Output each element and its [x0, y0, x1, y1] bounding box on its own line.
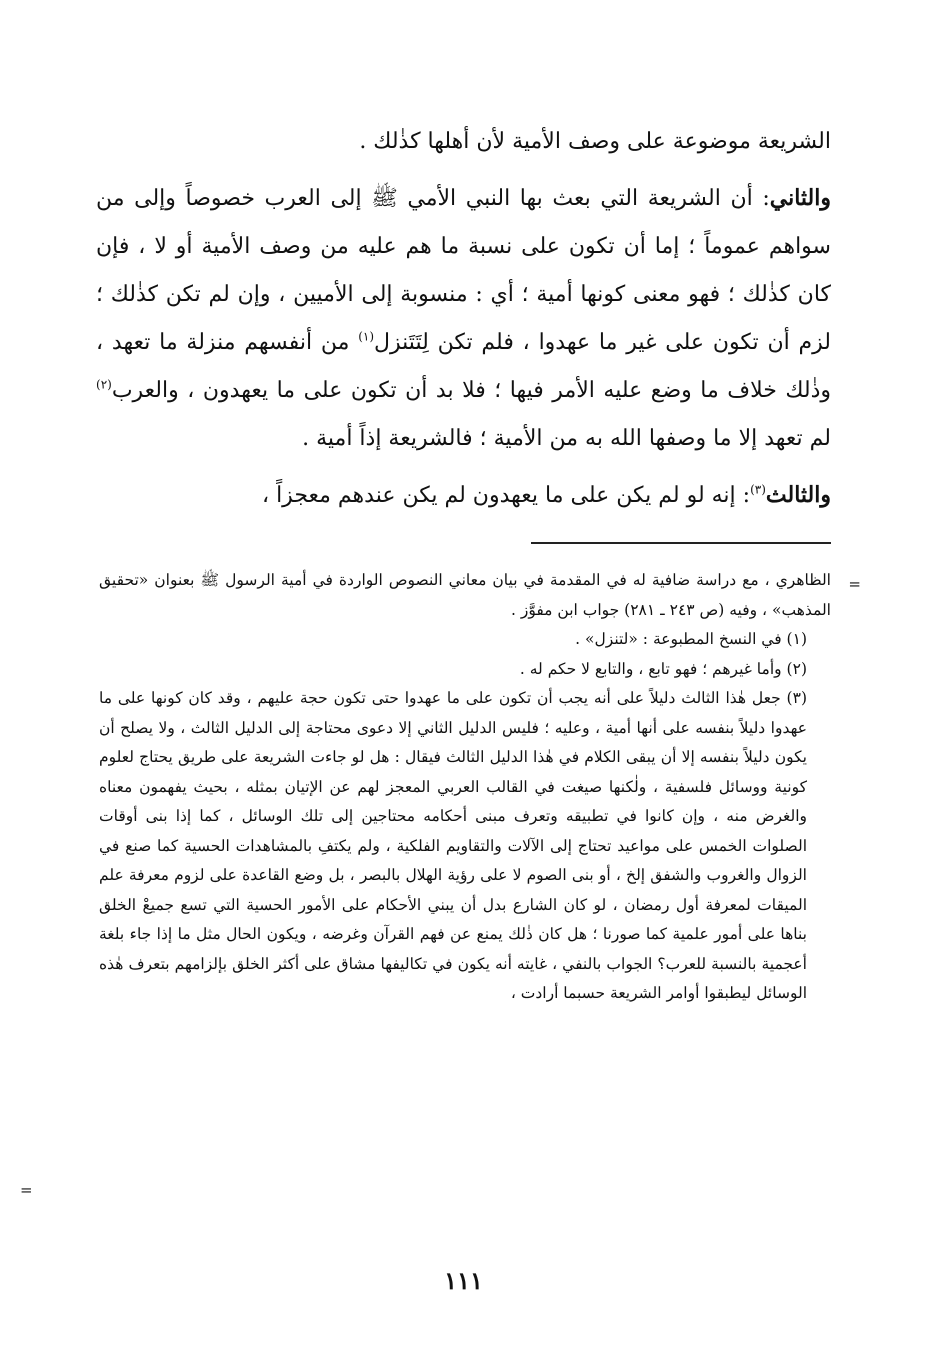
footnote-1: (١) في النسخ المطبوعة : «لتنزل» . [575, 630, 807, 648]
footnotes [99, 566, 861, 1009]
paragraph-3 [96, 471, 831, 520]
continuation-mark-end: = [20, 1181, 33, 1199]
paragraph-2-lead: والثاني [769, 185, 831, 211]
footnote-continuation [99, 566, 861, 625]
main-text [96, 118, 831, 520]
footnote-continuation-text: الظاهري ، مع دراسة ضافية له في المقدمة في بيان معاني النصوص الواردة في أمية الرسول ﷺ بعنوان «تحقيق المذهب» ، وفيه (ص ٢٤٣ ـ ٢٨١) جواب ابن مفوَّز . [99, 571, 831, 619]
footnote-ref-3: (٣) [750, 482, 766, 497]
continuation-mark-start: = [848, 575, 861, 593]
footnote-ref-2: (٢) [96, 377, 112, 392]
paragraph-2-text: : أن الشريعة التي بعث بها النبي الأمي ﷺ إلى العرب خصوصاً وإلى من سواهم عموماً ؛ إما أن تكون على نسبة ما هم عليه من وصف الأمية أو لا ، فإن كان كذٰلك ؛ فهو معنى كونها أمية ؛ أي : منسوبة إلى الأميين ، وإن لم تكن كذٰلك ؛ لزم أن تكون على غير ما عهدوا ، فلم تكن لِتَتَنزل [96, 186, 831, 355]
footnote-3: (٣) جعل هٰذا الثالث دليلاً على أنه يجب أن تكون على ما عهدوا حتى تكون حجة عليهم ، وقد كان كونها على ما عهدوا دليلاً بنفسه على أنها أمية ، وعليه ؛ فليس الدليل الثاني إلا دعوى محتاجة إلى الدليل الثالث ، ولا يصلح أن يكون دليلاً بنفسه إلا أن يبقى الكلام في هٰذا الدليل الثالث فيقال : هل لو جاءت الشريعة على طريق يحتاج لعلوم كونية ووسائل فلسفية ، ولٰكنها صيغت في القالب العربي المعجز لهم عن الإتيان بمثله ، بحيث يفهمون معناه والغرض منه ، وإن كانوا في تطبيقه وتعرف مبنى أحكامه محتاجين إلى تلك الوسائل ، كما إذا بنى أوقات الصلوات الخمس على مواعيد تحتاج إلى الآلات والتقاويم الفلكية ، ولم يكتفِ بالمشاهدات الحسية كما صنع في الزوال والغروب والشفق إلخ ، أو بنى الصوم لا على رؤية الهلال بالبصر ، بل وضع القاعدة على لزوم معرفة علم الميقات لمعرفة أول رمضان ، لو كان الشارع بدل أن يبني الأحكام على الأمور الحسية التي تسع جميعْ الخلق بناها على أمور علمية كما صورنا ؛ هل كان ذٰلك يمنع عن فهم القرآن وغرضه ، ويكون الحال مثل ما إذا جاء بلغة أعجمية بالنسبة للعرب؟ الجواب بالنفي ، غايته أنه يكون في تكاليفها مشاق على أكثر الخلق بإلزامهم بتعرف هٰذه الوسائل ليطبقوا أوامر الشريعة حسبما أرادت ، [99, 689, 807, 1002]
footnote-2: (٢) وأما غيرهم ؛ فهو تابع ، والتابع لا حكم له . [519, 659, 807, 678]
footnote-separator [531, 542, 831, 544]
paragraph-3-text: : إنه لو لم يكن على ما يعهدون لم يكن عندهم معجزاً ، [261, 483, 751, 508]
paragraph-2 [96, 174, 831, 463]
paragraph-2-text-end: لم تعهد إلا ما وصفها الله به من الأمية ؛ فالشريعة إذاً أمية . [302, 426, 831, 451]
footnote-ref-1: (١) [358, 329, 375, 344]
paragraph-1: الشريعة موضوعة على وصف الأمية لأن أهلها كذٰلك . [359, 129, 831, 154]
page-number: ١١١ [444, 1266, 483, 1295]
paragraph-2-text-cont: من أنفسهم منزلة ما تعهد ، وذٰلك خلاف ما وضع عليه الأمر فيها ؛ فلا بد أن تكون على ما يعهدون ، والعرب [96, 330, 831, 403]
paragraph-3-lead: والثالث [765, 482, 831, 508]
